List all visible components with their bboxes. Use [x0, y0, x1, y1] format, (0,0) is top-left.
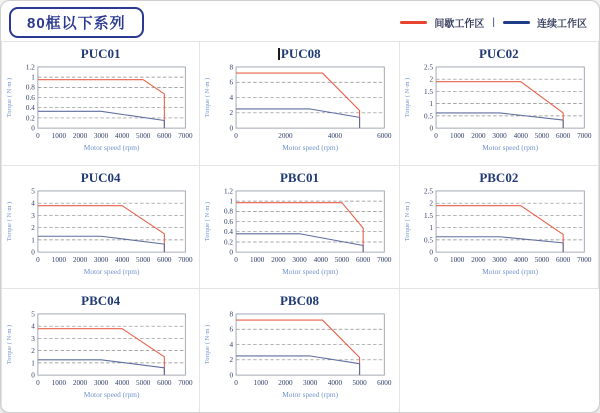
y-axis-label: Torque ( N·m ): [403, 77, 411, 118]
x-tick-label: 3000: [303, 379, 318, 388]
y-tick-label: 0.5: [423, 112, 433, 121]
x-axis-label: Motor speed (rpm): [282, 266, 339, 276]
chart-plot: [400, 63, 598, 163]
series-intermittent: [236, 73, 360, 128]
y-tick-label: 0.8: [25, 83, 35, 92]
chart-title: PBC08: [279, 293, 319, 309]
y-tick-label: 1.2: [224, 187, 234, 195]
x-tick-label: 0: [234, 255, 239, 264]
y-tick-label: 2: [429, 75, 433, 84]
y-tick-label: 0.6: [25, 93, 35, 102]
x-axis-label: Motor speed (rpm): [481, 266, 538, 276]
y-tick-label: 8: [229, 310, 234, 319]
y-tick-label: 6: [229, 325, 234, 334]
x-tick-label: 1000: [51, 132, 67, 140]
y-tick-label: 4: [31, 199, 35, 208]
y-tick-label: 2: [229, 356, 234, 365]
y-axis-label: Torque ( N·m ): [204, 77, 212, 118]
x-tick-label: 6000: [157, 132, 172, 140]
x-axis-label: Motor speed (rpm): [83, 142, 140, 152]
chart-plot: [200, 187, 398, 287]
chart-cell-puc02: [400, 42, 599, 166]
y-tick-label: 5: [31, 187, 35, 195]
x-axis-label: Motor speed (rpm): [481, 142, 538, 152]
chart-cell-pbc04: [1, 289, 200, 413]
x-tick-label: 7000: [178, 255, 193, 264]
y-tick-label: 2.5: [423, 63, 433, 72]
x-tick-label: 4000: [513, 132, 528, 140]
x-tick-label: 4000: [115, 255, 130, 264]
x-tick-label: 2000: [72, 132, 88, 140]
x-tick-label: 6000: [356, 255, 371, 264]
series-intermittent: [436, 82, 563, 128]
x-tick-label: 7000: [377, 255, 392, 264]
x-tick-label: 3000: [93, 255, 109, 264]
x-tick-label: 0: [36, 132, 40, 140]
y-axis-label: Torque ( N·m ): [204, 325, 212, 365]
x-tick-label: 3000: [292, 255, 308, 264]
chart-title: PBC02: [479, 169, 519, 185]
series-title-box: [9, 7, 144, 38]
x-tick-label: 6000: [555, 255, 571, 264]
series-intermittent: [38, 80, 164, 128]
x-tick-label: 7000: [576, 255, 592, 264]
x-tick-label: 7000: [178, 132, 193, 140]
x-tick-label: 1000: [51, 255, 67, 264]
x-tick-label: 4000: [513, 255, 528, 264]
plot-frame: [38, 314, 185, 375]
plot-frame: [38, 191, 185, 252]
continuous-label: 连续工作区: [537, 18, 587, 30]
empty-cell: [400, 289, 599, 413]
chart-plot: [2, 310, 199, 410]
series-continuous: [436, 236, 563, 251]
y-tick-label: 0: [229, 371, 234, 380]
x-tick-label: 6000: [157, 255, 172, 264]
x-tick-label: 1000: [449, 255, 465, 264]
series-continuous: [236, 233, 363, 251]
x-tick-label: 3000: [93, 379, 109, 388]
x-axis-label: Motor speed (rpm): [83, 266, 140, 276]
x-tick-label: 4000: [313, 255, 329, 264]
series-continuous: [436, 113, 563, 128]
x-tick-label: 1000: [250, 255, 265, 264]
y-tick-label: 1.5: [423, 87, 433, 96]
chart-cell-pbc08: [200, 289, 399, 413]
y-tick-label: 0.5: [423, 235, 433, 244]
x-tick-label: 1000: [449, 132, 465, 140]
x-tick-label: 3000: [492, 255, 507, 264]
y-tick-label: 6: [229, 78, 234, 87]
y-tick-label: 2: [429, 199, 433, 208]
y-axis-label: Torque ( N·m ): [5, 201, 13, 241]
series-continuous: [38, 236, 164, 252]
chart-title: PUC08: [200, 44, 398, 63]
y-tick-label: 1: [31, 73, 35, 82]
legend-separator: |: [492, 16, 495, 28]
chart-cell-puc08: [200, 42, 399, 166]
chart-title: PBC01: [279, 169, 319, 185]
x-tick-label: 0: [36, 379, 40, 388]
x-axis-label: Motor speed (rpm): [282, 390, 339, 400]
series-continuous: [236, 109, 360, 128]
chart-plot: [2, 187, 199, 287]
series-continuous: [236, 356, 360, 375]
x-tick-label: 2000: [72, 255, 88, 264]
y-tick-label: 1: [429, 223, 433, 232]
y-axis-label: Torque ( N·m ): [204, 201, 212, 241]
x-tick-label: 1000: [51, 379, 67, 388]
series-continuous: [38, 111, 164, 128]
y-axis-label: Torque ( N·m ): [5, 77, 13, 118]
x-tick-label: 2000: [271, 255, 286, 264]
chart-title: PUC02: [478, 46, 519, 61]
chart-cell-pbc01: [200, 166, 399, 290]
series-intermittent: [38, 329, 164, 375]
x-tick-label: 2000: [470, 132, 486, 140]
y-tick-label: 1.2: [25, 63, 35, 72]
x-tick-label: 5000: [136, 379, 151, 388]
y-tick-label: 8: [229, 63, 234, 72]
y-tick-label: 4: [31, 322, 35, 331]
series-intermittent: [236, 202, 363, 251]
y-tick-label: 0.2: [25, 114, 35, 123]
x-tick-label: 4000: [328, 379, 343, 388]
series-intermittent: [38, 205, 164, 251]
chart-title: PUC01: [80, 46, 121, 61]
x-tick-label: 2000: [72, 379, 88, 388]
y-tick-label: 0: [429, 124, 433, 133]
y-tick-label: 0.4: [224, 227, 234, 236]
series-continuous: [38, 360, 164, 375]
intermittent-label: 间歇工作区: [434, 18, 485, 30]
y-tick-label: 1: [429, 100, 433, 109]
text-caret: [278, 48, 280, 60]
intermittent-line-swatch: [400, 21, 427, 24]
x-tick-label: 6000: [157, 379, 172, 388]
x-tick-label: 2000: [470, 255, 486, 264]
y-tick-label: 3: [31, 335, 35, 344]
x-tick-label: 7000: [576, 132, 592, 140]
x-tick-label: 0: [36, 255, 40, 264]
chart-title: PUC04: [80, 169, 121, 185]
plot-frame: [436, 67, 584, 128]
x-tick-label: 7000: [178, 379, 193, 388]
y-tick-label: 3: [31, 211, 35, 220]
y-tick-label: 2: [31, 347, 35, 356]
y-tick-label: 2.5: [423, 187, 433, 195]
x-tick-label: 3000: [492, 132, 507, 140]
y-tick-label: 0: [31, 371, 35, 380]
x-tick-label: 5000: [534, 255, 549, 264]
y-axis-label: Torque ( N·m ): [403, 201, 411, 241]
x-tick-label: 4000: [115, 132, 130, 140]
x-axis-label: Motor speed (rpm): [83, 390, 140, 400]
y-axis-label: Torque ( N·m ): [5, 325, 13, 365]
x-tick-label: 6000: [555, 132, 571, 140]
x-tick-label: 5000: [136, 255, 151, 264]
x-tick-label: 0: [234, 379, 239, 388]
x-tick-label: 0: [234, 132, 239, 140]
x-tick-label: 0: [433, 255, 438, 264]
y-tick-label: 0.2: [224, 238, 234, 246]
y-tick-label: 4: [229, 341, 234, 350]
y-tick-label: 2: [31, 223, 35, 232]
chart-cell-pbc02: [400, 166, 599, 290]
series-intermittent: [436, 205, 563, 251]
y-tick-label: 0: [31, 248, 35, 257]
y-tick-label: 0: [229, 124, 234, 133]
series-title: 80框以下系列: [27, 14, 126, 32]
y-tick-label: 0.6: [224, 217, 234, 226]
chart-plot: [200, 63, 398, 163]
x-tick-label: 5000: [534, 132, 549, 140]
x-tick-label: 0: [433, 132, 438, 140]
x-tick-label: 6000: [377, 379, 392, 388]
y-tick-label: 1.5: [423, 211, 433, 220]
x-tick-label: 5000: [335, 255, 350, 264]
legend: [400, 15, 587, 30]
y-tick-label: 2: [229, 109, 234, 118]
chart-grid: [1, 41, 599, 413]
y-tick-label: 0: [229, 248, 234, 257]
x-tick-label: 2000: [278, 132, 293, 140]
x-tick-label: 4000: [115, 379, 130, 388]
y-tick-label: 1: [31, 359, 35, 368]
series-intermittent: [236, 320, 360, 375]
chart-plot: [400, 187, 598, 287]
x-tick-label: 4000: [328, 132, 343, 140]
y-tick-label: 1: [31, 235, 35, 244]
chart-plot: [200, 310, 398, 410]
y-tick-label: 0: [31, 124, 35, 133]
y-tick-label: 4: [229, 93, 234, 102]
x-tick-label: 1000: [253, 379, 269, 388]
y-tick-label: 0.4: [25, 104, 35, 113]
y-tick-label: 0.8: [224, 207, 234, 216]
x-tick-label: 2000: [278, 379, 293, 388]
header: [1, 1, 599, 41]
x-tick-label: 6000: [377, 132, 392, 140]
chart-cell-puc04: [1, 166, 200, 290]
x-tick-label: 5000: [136, 132, 151, 140]
y-tick-label: 1: [229, 197, 234, 206]
y-tick-label: 0: [429, 248, 433, 257]
x-tick-label: 5000: [352, 379, 368, 388]
continuous-line-swatch: [503, 21, 530, 24]
y-tick-label: 5: [31, 310, 35, 319]
x-axis-label: Motor speed (rpm): [282, 142, 339, 152]
x-tick-label: 3000: [93, 132, 109, 140]
chart-title: PBC04: [81, 293, 121, 309]
chart-cell-puc01: [1, 42, 200, 166]
chart-plot: [2, 63, 199, 163]
